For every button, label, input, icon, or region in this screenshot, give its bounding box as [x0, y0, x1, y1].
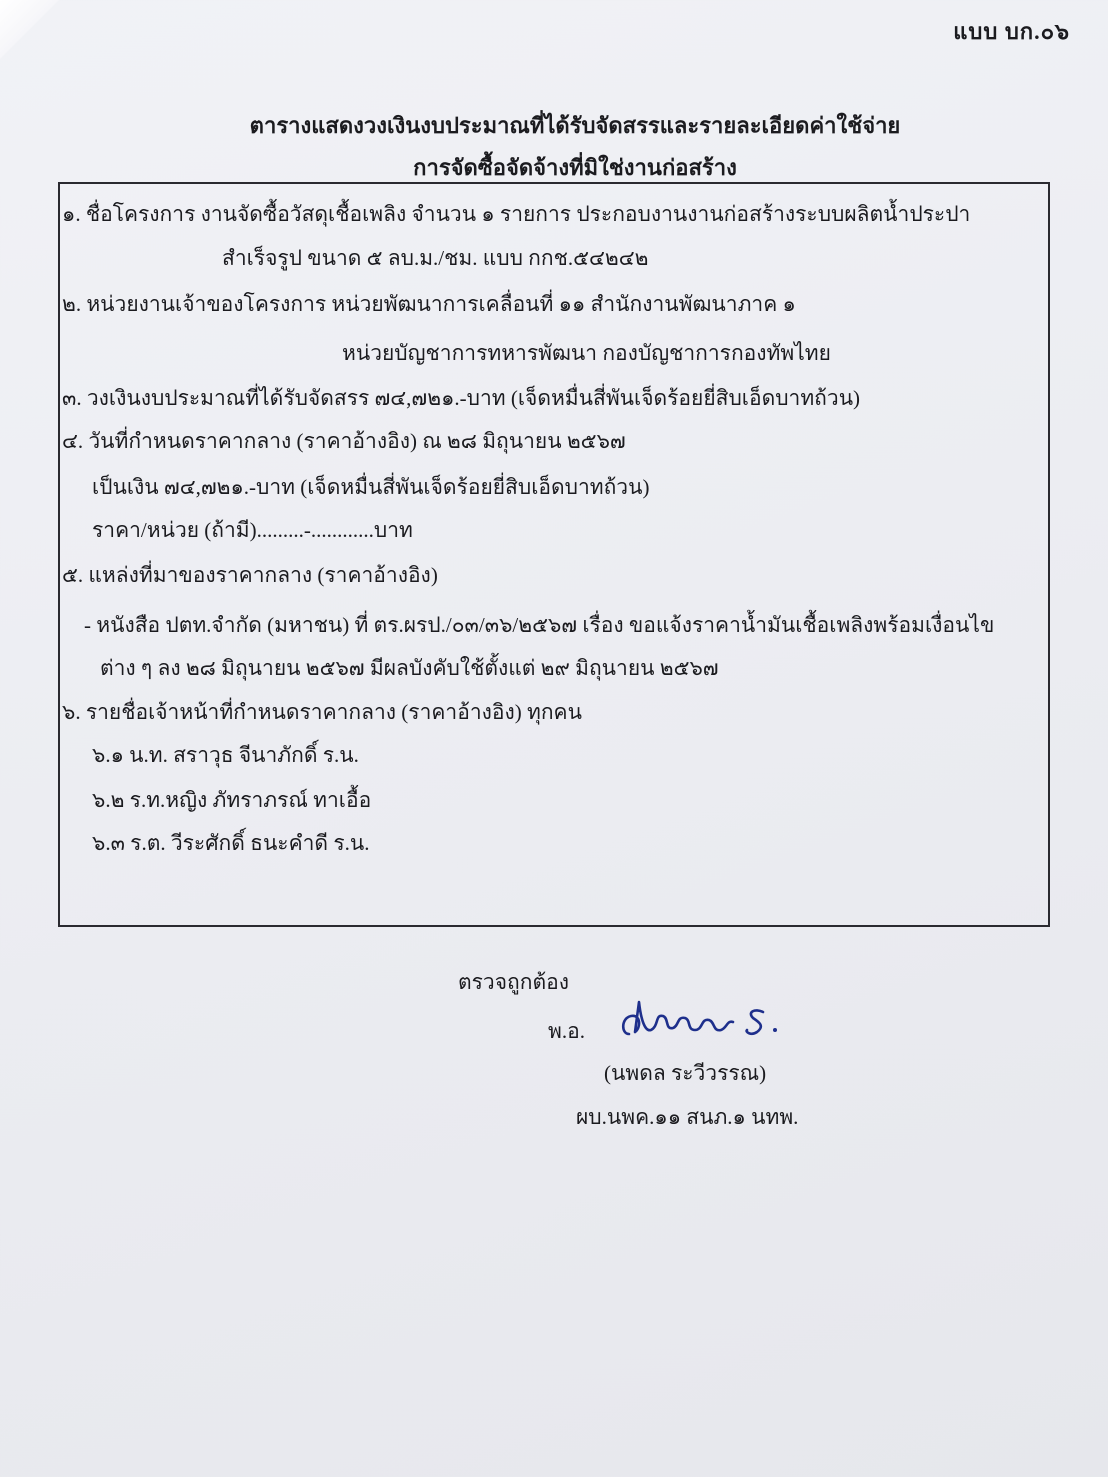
item-5-source-letter: - หนังสือ ปตท.จำกัด (มหาชน) ที่ ตร.ผรป./๐๓/๓๖/๒๕๖๗ เรื่อง ขอแจ้งราคาน้ำมันเชื้อเพลิงพร้อมเงื่อนไข	[84, 613, 995, 637]
item-6-officials-heading: ๖. รายชื่อเจ้าหน้าที่กำหนดราคากลาง (ราคาอ้างอิง) ทุกคน	[62, 700, 582, 724]
verified-label: ตรวจถูกต้อง	[458, 970, 569, 994]
official-3: ๖.๓ ร.ต. วีระศักดิ์ ธนะคำดี ร.น.	[92, 831, 370, 855]
item-2-owner-unit: ๒. หน่วยงานเจ้าของโครงการ หน่วยพัฒนาการเคลื่อนที่ ๑๑ สำนักงานพัฒนาภาค ๑	[62, 292, 796, 316]
document-title: ตารางแสดงวงเงินงบประมาณที่ได้รับจัดสรรและรายละเอียดค่าใช้จ่าย	[249, 113, 901, 138]
signer-rank: พ.อ.	[548, 1019, 585, 1043]
item-3-budget: ๓. วงเงินงบประมาณที่ได้รับจัดสรร ๗๔,๗๒๑.-บาท (เจ็ดหมื่นสี่พันเจ็ดร้อยยี่สิบเอ็ดบาทถ้วน)	[62, 386, 861, 410]
item-5-price-source: ๕. แหล่งที่มาของราคากลาง (ราคาอ้างอิง)	[62, 563, 438, 587]
document-subtitle: การจัดซื้อจัดจ้างที่มิใช่งานก่อสร้าง	[413, 155, 737, 180]
item-1-project-name-cont: สำเร็จรูป ขนาด ๕ ลบ.ม./ชม. แบบ กกช.๕๔๒๔๒	[222, 246, 649, 270]
signer-name: (นพดล ระวีวรรณ)	[604, 1061, 767, 1085]
item-4-unit-price: ราคา/หน่วย (ถ้ามี).........-............บาท	[92, 518, 413, 542]
handwritten-signature	[615, 990, 795, 1050]
official-2: ๖.๒ ร.ท.หญิง ภัทราภรณ์ ทาเอื้อ	[92, 788, 372, 812]
item-5-source-letter-cont: ต่าง ๆ ลง ๒๘ มิถุนายน ๒๕๖๗ มีผลบังคับใช้ตั้งแต่ ๒๙ มิถุนายน ๒๕๖๗	[100, 656, 719, 680]
signer-position: ผบ.นพค.๑๑ สนภ.๑ นทพ.	[576, 1105, 799, 1129]
item-1-project-name: ๑. ชื่อโครงการ งานจัดซื้อวัสดุเชื้อเพลิง จำนวน ๑ รายการ ประกอบงานงานก่อสร้างระบบผลิตน้ำประปา	[62, 202, 971, 226]
item-2-owner-unit-cont: หน่วยบัญชาการทหารพัฒนา กองบัญชาการกองทัพไทย	[342, 341, 831, 365]
form-code: แบบ บก.๐๖	[953, 19, 1070, 44]
official-1: ๖.๑ น.ท. สราวุธ จีนาภักดิ์ ร.น.	[92, 743, 359, 767]
item-4-reference-date: ๔. วันที่กำหนดราคากลาง (ราคาอ้างอิง) ณ ๒๘ มิถุนายน ๒๕๖๗	[62, 429, 626, 453]
page-corner-fold	[0, 0, 60, 60]
item-4-amount: เป็นเงิน ๗๔,๗๒๑.-บาท (เจ็ดหมื่นสี่พันเจ็ดร้อยยี่สิบเอ็ดบาทถ้วน)	[92, 475, 650, 499]
